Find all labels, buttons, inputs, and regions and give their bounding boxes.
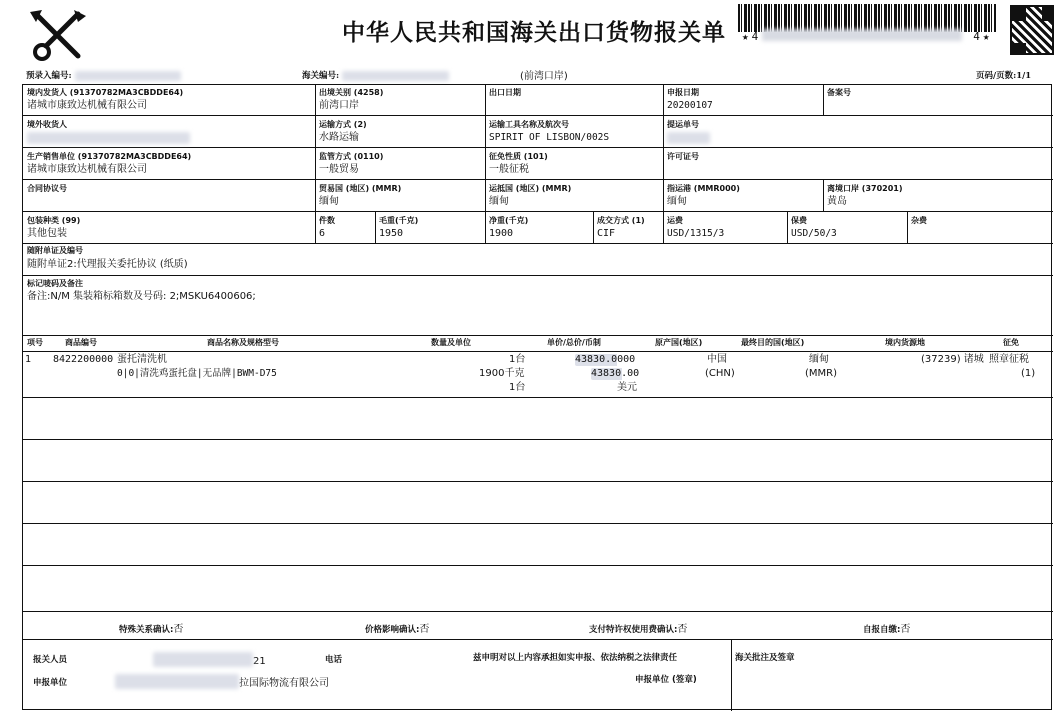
- marks-value: 备注:N/M 集装箱标箱数及号码: 2;MSKU6400606;: [27, 291, 256, 302]
- levy-value: 一般征税: [489, 164, 529, 175]
- bl-value-redacted: [667, 132, 710, 144]
- col-origin: 原产国(地区): [655, 338, 703, 347]
- producer-label: 生产销售单位 (91370782MA3CBDDE64): [27, 152, 192, 161]
- preentry-value-redacted: [75, 71, 181, 81]
- deal-label: 成交方式 (1): [597, 216, 645, 225]
- page-title: 中华人民共和国海关出口货物报关单: [342, 19, 726, 46]
- declarant-label: 报关人员: [33, 655, 68, 665]
- goods-origin-code: (CHN): [705, 368, 735, 379]
- supervision-value: 一般贸易: [319, 164, 359, 175]
- page-count: 页码/页数:1/1: [976, 71, 1032, 81]
- qr-code: [1010, 5, 1054, 55]
- goods-origin: 中国: [707, 354, 727, 365]
- package-label: 包装种类 (99): [27, 216, 81, 225]
- vessel-label: 运输工具名称及航次号: [489, 120, 569, 129]
- col-no: 项号: [27, 338, 43, 347]
- preentry-number: 预录入编号:: [26, 69, 181, 81]
- goods-dest: 缅甸: [809, 354, 829, 365]
- docs-value: 随附单证2:代理报关委托协议 (纸质): [27, 259, 188, 270]
- col-levy: 征免: [1003, 338, 1019, 347]
- goods-spec: 0|0|清洗鸡蛋托盘|无品牌|BWM-D75: [117, 368, 277, 379]
- agent-seal-label: 申报单位 (签章): [635, 675, 697, 685]
- agent-value: 拉国际物流有限公司: [115, 674, 329, 689]
- dest-country-value: 缅甸: [489, 196, 509, 207]
- agent-label: 申报单位: [33, 678, 68, 688]
- col-final-dest: 最终目的国(地区): [741, 338, 805, 347]
- goods-levy: 照章征税: [989, 354, 1029, 365]
- freight-value: USD/1315/3: [667, 228, 725, 239]
- net-value: 1900: [489, 228, 514, 239]
- col-source: 境内货源地: [885, 338, 925, 347]
- declare-date-value: 20200107: [667, 100, 713, 111]
- goods-qty3: 1台: [509, 382, 526, 393]
- goods-name: 蛋托清洗机: [117, 354, 167, 365]
- phone-label: 电话: [325, 655, 343, 665]
- consignee-label: 境外收货人: [27, 120, 67, 129]
- exit-customs-label: 出境关别 (4258): [319, 88, 384, 97]
- royalty-confirm: 支付特许权使用费确认:否: [589, 624, 688, 635]
- exit-port-value: 黄岛: [827, 196, 847, 207]
- consignee-value-redacted: [27, 132, 190, 144]
- barcode-number: [742, 30, 993, 43]
- dest-port-label: 指运港 (MMR000): [667, 184, 740, 193]
- package-value: 其他包装: [27, 228, 67, 239]
- trade-country-label: 贸易国 (地区) (MMR): [319, 184, 402, 193]
- declaration-form: [22, 84, 1052, 710]
- pieces-label: 件数: [319, 216, 335, 225]
- dest-port-value: 缅甸: [667, 196, 687, 207]
- special-relation: 特殊关系确认:否: [119, 624, 184, 635]
- goods-dest-code: (MMR): [805, 368, 838, 379]
- goods-qty2: 1900千克: [479, 368, 525, 379]
- marks-label: 标记唛码及备注: [27, 279, 83, 288]
- declarant-value: 21: [153, 652, 266, 667]
- goods-unit-price: 43830.0000: [575, 354, 636, 365]
- price-impact: 价格影响确认:否: [365, 624, 430, 635]
- record-no-label: 备案号: [827, 88, 851, 97]
- misc-label: 杂费: [911, 216, 927, 225]
- col-code: 商品编号: [65, 338, 97, 347]
- goods-no: 1: [25, 354, 32, 365]
- customs-number: 海关编号:: [302, 69, 449, 81]
- declaration-statement: 兹申明对以上内容承担如实申报、依法纳税之法律责任: [473, 653, 678, 663]
- deal-value: CIF: [597, 228, 616, 239]
- approval-label: 海关批注及签章: [735, 653, 795, 663]
- producer-value: 诸城市康致达机械有限公司: [27, 164, 147, 175]
- col-price: 单价/总价/币制: [547, 338, 601, 347]
- port-label: (前湾口岸): [520, 71, 568, 82]
- customs-number-redacted: [342, 71, 448, 81]
- levy-label: 征免性质 (101): [489, 152, 548, 161]
- col-name: 商品名称及规格型号: [207, 338, 279, 347]
- barcode-start: ★4: [742, 30, 762, 43]
- goods-source: (37239) 诸城: [921, 354, 984, 365]
- docs-label: 随附单证及编号: [27, 246, 83, 255]
- goods-total-price: 43830.00: [591, 368, 640, 379]
- barcode-end: 4★: [973, 30, 993, 43]
- vessel-value: SPIRIT OF LISBON/002S: [489, 132, 610, 143]
- gross-value: 1950: [379, 228, 404, 239]
- insurance-label: 保费: [791, 216, 807, 225]
- goods-levy-code: (1): [1021, 368, 1036, 379]
- goods-code: 8422200000: [53, 354, 114, 365]
- goods-qty1: 1台: [509, 354, 526, 365]
- net-label: 净重(千克): [489, 216, 529, 225]
- trade-country-value: 缅甸: [319, 196, 339, 207]
- shipper-label: 境内发货人 (91370782MA3CBDDE64): [27, 88, 184, 97]
- supervision-label: 监管方式 (0110): [319, 152, 384, 161]
- contract-label: 合同协议号: [27, 184, 67, 193]
- goods-currency: 美元: [617, 382, 637, 393]
- declare-date-label: 申报日期: [667, 88, 699, 97]
- self-pay: 自报自缴:否: [863, 624, 911, 635]
- gross-label: 毛重(千克): [379, 216, 419, 225]
- exit-customs-value: 前湾口岸: [319, 100, 359, 111]
- transport-mode-value: 水路运输: [319, 132, 359, 143]
- insurance-value: USD/50/3: [791, 228, 837, 239]
- customs-emblem-icon: [28, 8, 88, 64]
- freight-label: 运费: [667, 216, 683, 225]
- transport-mode-label: 运输方式 (2): [319, 120, 367, 129]
- license-label: 许可证号: [667, 152, 699, 161]
- exit-port-label: 离境口岸 (370201): [827, 184, 903, 193]
- shipper-value: 诸城市康致达机械有限公司: [27, 100, 147, 111]
- col-qty: 数量及单位: [431, 338, 471, 347]
- bl-label: 提运单号: [667, 120, 699, 129]
- export-date-label: 出口日期: [489, 88, 521, 97]
- dest-country-label: 运抵国 (地区) (MMR): [489, 184, 572, 193]
- pieces-value: 6: [319, 228, 326, 239]
- barcode: [738, 4, 996, 32]
